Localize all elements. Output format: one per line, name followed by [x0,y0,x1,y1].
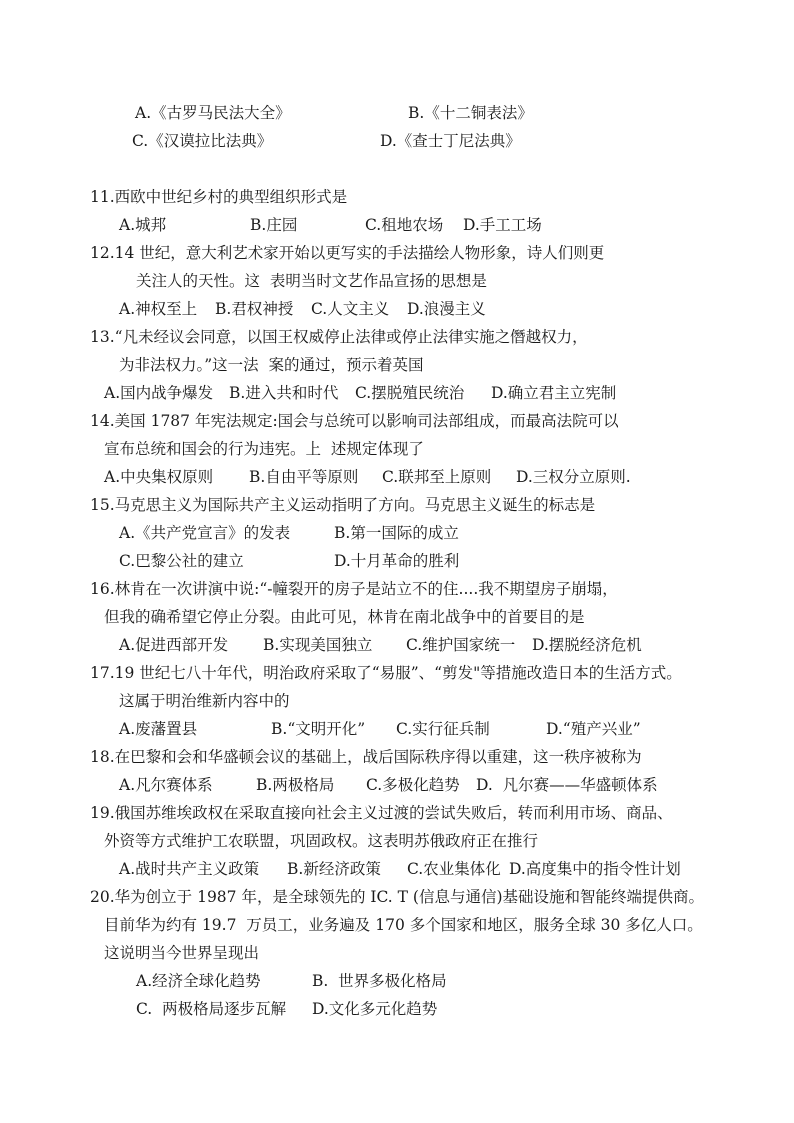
q17-option-a: A.废藩置县 [119,720,198,738]
q18-stem: 18.在巴黎和会和华盛顿会议的基础上，战后国际秩序得以重建，这一秩序被称为 [90,748,642,766]
q20-stem-line1: 20.华为创立于 1987 年，是全球领先的 IC. T (信息与通信)基础设施和智能终端提供商。 [90,888,705,906]
q12-option-b: B.君权神授 [215,300,294,318]
q16-stem-line1: 16.林肯在一次讲演中说:“-幢裂开的房子是站立不的住....我不期望房子崩塌， [90,580,618,598]
q14-option-c: C.联邦至上原则 [382,468,492,486]
q16-option-c: C.维护国家统一 [406,636,516,654]
q17-stem-line2: 这属于明治维新内容中的 [119,692,290,710]
q12-option-c: C.人文主义 [311,300,390,318]
q14-option-b: B.自由平等原则 [249,468,359,486]
q20-stem-line3: 这说明当今世界呈现出 [104,944,260,962]
q18-option-b: B.两极格局 [256,776,335,794]
q14-stem-line1: 14.美国 1787 年宪法规定:国会与总统可以影响司法部组成，而最高法院可以 [90,412,619,430]
q13-option-d: D.确立君主立宪制 [491,384,617,402]
q11-option-b: B.庄园 [250,216,298,234]
q10-option-d: D.《查士丁尼法典》 [380,132,521,150]
q17-option-d: D.“殖产兴业” [546,720,641,738]
q11-option-d: D.手工工场 [463,216,542,234]
q18-option-c: C.多极化趋势 [366,776,460,794]
q10-option-c: C.《汉谟拉比法典》 [132,132,273,150]
q15-option-c: C.巴黎公社的建立 [119,552,244,570]
q12-stem-line2: 关注人的天性。这 表明当时文艺作品宣扬的思想是 [136,272,487,290]
q18-option-d: D. 凡尔赛——华盛顿体系 [476,776,658,794]
q15-option-d: D.十月革命的胜利 [334,552,460,570]
q14-option-a: A.中央集权原则 [104,468,214,486]
q11-option-c: C.租地农场 [365,216,444,234]
q14-stem-line2: 宣布总统和国会的行为违宪。上 述规定体现了 [104,440,424,458]
q19-stem-line2: 外资等方式维护工农联盟，巩固政权。这表明苏俄政府正在推行 [104,832,539,850]
q16-option-b: B.实现美国独立 [263,636,373,654]
q11-option-a: A.城邦 [119,216,167,234]
q16-stem-line2: 但我的确希望它停止分裂。由此可见，林肯在南北战争中的首要目的是 [104,608,585,626]
q17-option-b: B.“文明开化” [271,720,366,738]
q19-option-b: B.新经济政策 [287,860,381,878]
q12-option-a: A.神权至上 [119,300,198,318]
q20-option-b: B. 世界多极化格局 [312,972,447,990]
q19-stem-line1: 19.俄国苏维埃政权在采取直接向社会主义过渡的尝试失败后，转而利用市场、商品、 [90,804,673,822]
q18-option-a: A.凡尔赛体系 [119,776,213,794]
q16-option-a: A.促进西部开发 [119,636,229,654]
q13-stem-line2: 为非法权力。”这一法 案的通过，预示着英国 [119,356,424,374]
q19-option-a: A.战时共产主义政策 [119,860,260,878]
q16-option-d: D.摆脱经济危机 [532,636,642,654]
q13-option-a: A.国内战争爆发 [104,384,214,402]
q13-stem-line1: 13.“凡未经议会同意，以国王权威停止法律或停止法律实施之僭越权力， [90,328,588,346]
q20-option-a: A.经济全球化趋势 [136,972,261,990]
q15-option-a: A.《共产党宣言》的发表 [119,524,291,542]
q17-option-c: C.实行征兵制 [396,720,490,738]
q15-option-b: B.第一国际的成立 [334,524,459,542]
q14-option-d: D.三权分立原则. [516,468,631,486]
q12-stem-line1: 12.14 世纪，意大利艺术家开始以更写实的手法描绘人物形象，诗人们则更 [90,244,605,262]
q11-stem: 11.西欧中世纪乡村的典型组织形式是 [90,188,348,206]
q13-option-b: B.进入共和时代 [229,384,339,402]
q19-option-d: D.高度集中的指令性计划 [509,860,681,878]
q17-stem-line1: 17.19 世纪七八十年代，明治政府采取了“易服”、“剪发"等措施改造日本的生活方式。 [90,664,682,682]
q19-option-c: C.农业集体化 [407,860,501,878]
q15-stem: 15.马克思主义为国际共产主义运动指明了方向。马克思主义诞生的标志是 [90,496,596,514]
q10-option-a: A.《古罗马民法大全》 [135,104,291,122]
q20-option-d: D.文化多元化趋势 [312,1000,438,1018]
q13-option-c: C.摆脱殖民统治 [355,384,465,402]
q10-option-b: B.《十二铜表法》 [408,104,533,122]
q20-stem-line2: 目前华为约有 19.7 万员工，业务遍及 170 多个国家和地区，服务全球 30 多亿人口。 [104,916,703,934]
q12-option-d: D.浪漫主义 [407,300,486,318]
q20-option-c: C. 两极格局逐步瓦解 [136,1000,287,1018]
